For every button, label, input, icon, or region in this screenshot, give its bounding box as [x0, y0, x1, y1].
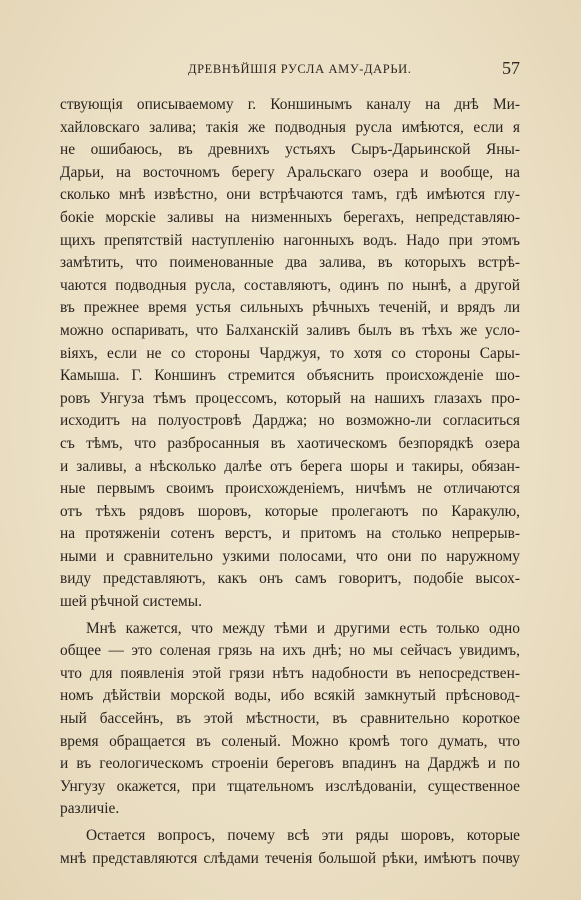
text-line: въ прежнее время устья сильныхъ рѣчныхъ теченій, и врядъ ли [60, 299, 520, 317]
text-line: съ тѣмъ, что разбросанныя въ хаотическомъ безпорядкѣ озера [60, 434, 520, 452]
text-line: Унгузу окажется, при тщательномъ изслѣдованіи, существенное [60, 777, 520, 795]
text-line: хайловскаго залива; такія же подводныя русла имѣются, если я [60, 118, 520, 136]
text-line: ные первымъ своимъ происхожденіемъ, ничѣмъ не отличаются [60, 480, 520, 498]
text-line: Мнѣ кажется, что между тѣми и другими есть только одно [86, 619, 520, 637]
text-line: шей рѣчной системы. [60, 593, 202, 611]
body-text [60, 94, 520, 870]
text-line: номъ дѣйствіи морской воды, ибо всякій замкнутый прѣсновод- [60, 687, 520, 705]
text-line: чаются подводныя русла, составляютъ, одинъ по нынѣ, а другой [60, 276, 520, 294]
text-line: время обращается въ соленый. Можно кромѣ того думать, что [60, 732, 520, 750]
text-line: и заливы, а нѣсколько далѣе отъ берега шоры и такиры, обязан- [60, 457, 520, 475]
running-title: ДРЕВНѢЙШІЯ РУСЛА АМУ-ДАРЬИ. [188, 62, 412, 76]
paragraph [60, 825, 520, 870]
text-line: ный бассейнъ, въ этой мѣстности, въ сравнительно короткое [60, 710, 520, 728]
text-line: отъ тѣхъ рядовъ шоровъ, которые пролегаютъ по Каракулю, [60, 502, 520, 520]
page-header [60, 58, 520, 82]
text-line: бокіе морскіе заливы на низменныхъ берегахъ, непредставляю- [60, 208, 520, 226]
text-line: ствующія описываемому г. Коншинымъ каналу на днѣ Ми- [60, 96, 520, 113]
text-line: не ошибаюсь, въ древнихъ устьяхъ Сыръ-Дарьинской Яны- [60, 141, 520, 159]
text-line: ными и сравнительно узкими полосами, что они по наружному [60, 547, 520, 565]
text-line: различіе. [60, 800, 120, 818]
text-line: замѣтить, что поименованные два залива, въ которыхъ встрѣ- [60, 254, 520, 272]
text-line: щихъ препятствій наступленію нагонныхъ водъ. Надо при этомъ [60, 231, 520, 249]
text-line: сколько мнѣ извѣстно, они встрѣчаются тамъ, гдѣ имѣются глу- [60, 186, 520, 204]
text-line: можно оспаривать, что Балханскій заливъ былъ въ тѣхъ же усло- [60, 321, 520, 339]
paragraph [60, 94, 520, 614]
text-line: Остается вопросъ, почему всѣ эти ряды шоровъ, которые [86, 827, 520, 844]
text-line: общее — это соленая грязь на ихъ днѣ; но мы сейчасъ увидимъ, [60, 642, 520, 660]
paragraph [60, 618, 520, 821]
text-line: мнѣ представляются слѣдами теченія большой рѣки, имѣютъ почву [60, 849, 520, 867]
text-line: віяхъ, если не со стороны Чарджуя, то хотя со стороны Сары- [60, 344, 520, 362]
text-line: исходитъ на полуостровѣ Дарджа; но возможно-ли согласиться [60, 412, 520, 430]
page-number: 57 [502, 58, 520, 78]
text-line: Камыша. Г. Коншинъ стремится объяснить происхожденіе шо- [60, 367, 520, 385]
text-line: ровъ Унгуза тѣмъ процессомъ, который на нашихъ глазахъ про- [60, 389, 520, 407]
text-line: Дарьи, на восточномъ берегу Аральскаго озера и вообще, на [60, 163, 520, 181]
text-line: и въ геологическомъ строеніи береговъ впадинъ на Дарджѣ и по [60, 755, 520, 773]
text-line: на протяженіи сотенъ верстъ, и притомъ на столько непрерыв- [60, 525, 520, 543]
text-line: что для появленія этой грязи нѣтъ надобности въ непосредствен- [60, 664, 520, 682]
text-line: виду представляютъ, какъ онъ самъ говоритъ, подобіе высох- [60, 570, 520, 588]
